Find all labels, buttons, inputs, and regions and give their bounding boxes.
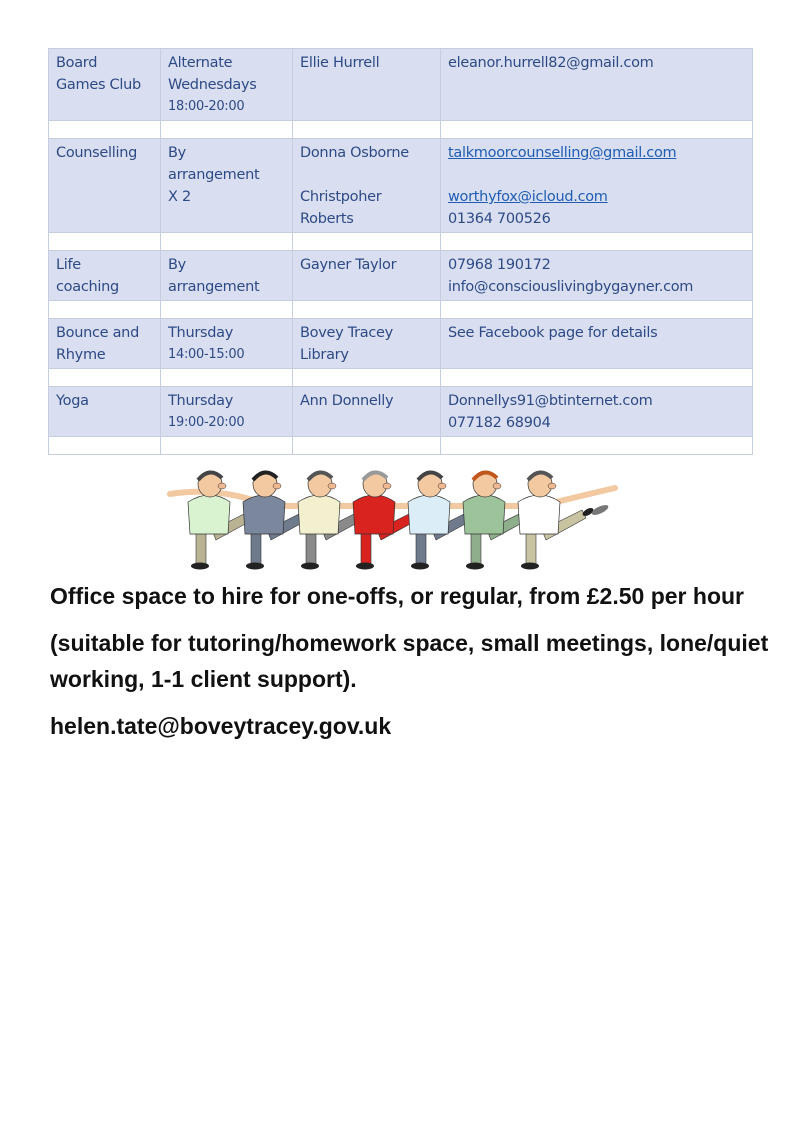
table-row bbox=[49, 139, 753, 233]
spacer-row bbox=[49, 301, 753, 319]
details-line bbox=[448, 142, 745, 164]
activity-cell-line: Board bbox=[56, 55, 98, 71]
table-row bbox=[49, 387, 753, 437]
contact-cell-line bbox=[300, 164, 433, 186]
empty-cell bbox=[293, 301, 441, 319]
table-row bbox=[49, 251, 753, 301]
details-text: Donnellys91@btinternet.com bbox=[448, 393, 653, 409]
schedule-cell bbox=[161, 139, 293, 233]
empty-cell bbox=[441, 121, 753, 139]
details-text: 01364 700526 bbox=[448, 211, 551, 227]
email-link[interactable]: talkmoorcounselling@gmail.com bbox=[448, 145, 677, 161]
details-line bbox=[448, 208, 745, 230]
empty-cell bbox=[49, 301, 161, 319]
empty-cell bbox=[293, 121, 441, 139]
schedule-cell-line: 19:00-20:00 bbox=[168, 415, 245, 430]
office-hire-text: Office space to hire for one-offs, or regular, from £2.50 per hour bbox=[50, 583, 744, 609]
contact-cell bbox=[293, 319, 441, 369]
contact-cell bbox=[293, 139, 441, 233]
empty-cell bbox=[161, 301, 293, 319]
activity-cell bbox=[49, 387, 161, 437]
contact-cell-line: Roberts bbox=[300, 211, 354, 227]
contact-cell-line: Ann Donnelly bbox=[300, 393, 394, 409]
schedule-cell-line: 18:00-20:00 bbox=[168, 99, 245, 114]
empty-cell bbox=[293, 369, 441, 387]
schedule-cell-line: Thursday bbox=[168, 325, 234, 341]
office-hire-email: helen.tate@boveytracey.gov.uk bbox=[50, 713, 392, 739]
activity-cell-line: Games Club bbox=[56, 77, 141, 93]
details-text: See Facebook page for details bbox=[448, 325, 658, 341]
activity-cell-line: coaching bbox=[56, 279, 119, 295]
activity-cell-line: Yoga bbox=[56, 393, 89, 409]
empty-cell bbox=[49, 437, 161, 455]
contact-cell-line: Christpoher bbox=[300, 189, 382, 205]
details-cell bbox=[441, 251, 753, 301]
table-row bbox=[49, 49, 753, 121]
empty-cell bbox=[161, 233, 293, 251]
contact-cell-line: Bovey Tracey bbox=[300, 325, 393, 341]
spacer-row bbox=[49, 437, 753, 455]
empty-cell bbox=[161, 121, 293, 139]
activity-cell bbox=[49, 49, 161, 121]
activity-cell-line: Bounce and bbox=[56, 325, 139, 341]
details-text: 07968 190172 bbox=[448, 257, 551, 273]
spacer-row bbox=[49, 369, 753, 387]
details-line bbox=[448, 186, 745, 208]
details-text: eleanor.hurrell82@gmail.com bbox=[448, 55, 654, 71]
schedule-cell-line: arrangement bbox=[168, 167, 260, 183]
details-text: 077182 68904 bbox=[448, 415, 551, 431]
details-line bbox=[448, 390, 745, 412]
schedule-cell bbox=[161, 49, 293, 121]
dancer-figure bbox=[518, 471, 595, 570]
activity-cell bbox=[49, 251, 161, 301]
schedule-cell-line: Thursday bbox=[168, 393, 234, 409]
contact-cell bbox=[293, 251, 441, 301]
schedule-cell-line: arrangement bbox=[168, 279, 260, 295]
details-line bbox=[448, 254, 745, 276]
dancing-people-illustration bbox=[160, 466, 620, 574]
schedule-cell-line: By bbox=[168, 257, 186, 273]
empty-cell bbox=[441, 301, 753, 319]
activity-cell-line: Life bbox=[56, 257, 81, 273]
activity-cell-line: Counselling bbox=[56, 145, 138, 161]
schedule-cell-line: Wednesdays bbox=[168, 77, 257, 93]
empty-cell bbox=[161, 369, 293, 387]
schedule-cell bbox=[161, 319, 293, 369]
contact-cell-line: Gayner Taylor bbox=[300, 257, 397, 273]
schedule-cell-line: By bbox=[168, 145, 186, 161]
contact-cell bbox=[293, 387, 441, 437]
details-line bbox=[448, 276, 745, 298]
empty-cell bbox=[441, 369, 753, 387]
details-line bbox=[448, 322, 745, 344]
activity-cell bbox=[49, 139, 161, 233]
activity-cell bbox=[49, 319, 161, 369]
details-line bbox=[448, 52, 745, 74]
contact-cell bbox=[293, 49, 441, 121]
empty-cell bbox=[161, 437, 293, 455]
empty-cell bbox=[293, 437, 441, 455]
office-hire-notice bbox=[50, 578, 770, 755]
empty-cell bbox=[441, 233, 753, 251]
email-link[interactable]: worthyfox@icloud.com bbox=[448, 189, 608, 205]
spacer-row bbox=[49, 121, 753, 139]
details-cell bbox=[441, 139, 753, 233]
details-line bbox=[448, 412, 745, 434]
empty-cell bbox=[49, 121, 161, 139]
details-cell bbox=[441, 49, 753, 121]
activity-cell-line: Rhyme bbox=[56, 347, 106, 363]
empty-cell bbox=[293, 233, 441, 251]
empty-cell bbox=[49, 369, 161, 387]
office-hire-usage: (suitable for tutoring/homework space, small meetings, lone/quiet working, 1-1 client support). bbox=[50, 630, 769, 692]
schedule-cell bbox=[161, 387, 293, 437]
details-line bbox=[448, 164, 745, 186]
empty-cell bbox=[49, 233, 161, 251]
schedule-cell-line: 14:00-15:00 bbox=[168, 347, 245, 362]
empty-cell bbox=[441, 437, 753, 455]
activities-table bbox=[48, 48, 753, 455]
spacer-row bbox=[49, 233, 753, 251]
schedule-cell-line: Alternate bbox=[168, 55, 233, 71]
details-text: info@consciouslivingbygayner.com bbox=[448, 279, 694, 295]
contact-cell-line: Donna Osborne bbox=[300, 145, 409, 161]
contact-cell-line: Ellie Hurrell bbox=[300, 55, 380, 71]
table-row bbox=[49, 319, 753, 369]
details-cell bbox=[441, 387, 753, 437]
details-cell bbox=[441, 319, 753, 369]
schedule-cell bbox=[161, 251, 293, 301]
schedule-cell-line: X 2 bbox=[168, 189, 191, 205]
contact-cell-line: Library bbox=[300, 347, 349, 363]
